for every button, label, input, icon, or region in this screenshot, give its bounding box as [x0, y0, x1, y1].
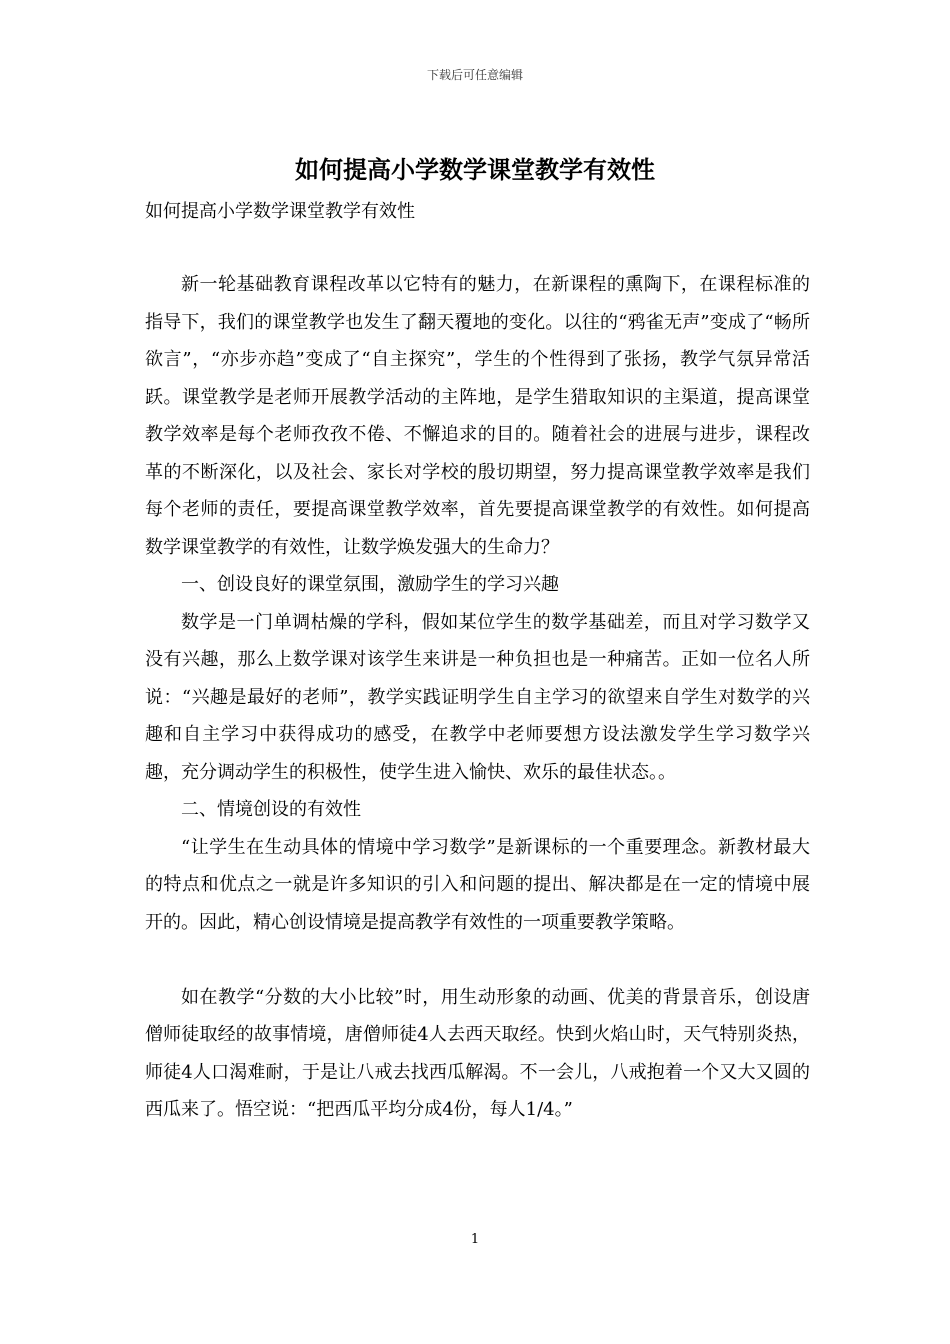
paragraph-section-2: “让学生在生动具体的情境中学习数学”是新课标的一个重要理念。新教材最大的特点和优点之一就是许多知识的引入和问题的提出、解决都是在一定的情境中展开的。因此，精心创设情境是提高教学有效性的一项重要教学策略。	[145, 836, 810, 933]
page-number: 1	[470, 1232, 480, 1247]
document-title: 如何提高小学数学课堂教学有效性	[295, 155, 655, 184]
section-heading-2: 二、情境创设的有效性	[181, 799, 361, 820]
section-heading-1: 一、创设良好的课堂氛围，激励学生的学习兴趣	[181, 574, 559, 595]
header-note: 下载后可任意编辑	[426, 68, 523, 82]
paragraph-example: 如在教学“分数的大小比较”时，用生动形象的动画、优美的背景音乐，创设唐僧师徒取经的故事情境，唐僧师徒4人去西天取经。快到火焰山时，天气特别炎热，师徒4人口渴难耐，于是让八戒去找西瓜解渴。不一会儿，八戒抱着一个又大又圆的西瓜来了。悟空说：“把西瓜平均分成4份，每人1/4。”	[145, 986, 810, 1120]
paragraph-intro: 新一轮基础教育课程改革以它特有的魅力，在新课程的熏陶下，在课程标准的指导下，我们的课堂教学也发生了翻天覆地的变化。以往的“鸦雀无声”变成了“畅所欲言”，“亦步亦趋”变成了“自主探究”，学生的个性得到了张扬，教学气氛异常活跃。课堂教学是老师开展教学活动的主阵地，是学生猎取知识的主渠道，提高课堂教学效率是每个老师孜孜不倦、不懈追求的目的。随着社会的进展与进步，课程改革的不断深化，以及社会、家长对学校的殷切期望，努力提高课堂教学效率是我们每个老师的责任，要提高课堂教学效率，首先要提高课堂教学的有效性。如何提高数学课堂教学的有效性，让数学焕发强大的生命力？	[145, 274, 810, 558]
document-subtitle: 如何提高小学数学课堂教学有效性	[145, 201, 415, 222]
document-body	[145, 266, 810, 1129]
paragraph-section-1: 数学是一门单调枯燥的学科，假如某位学生的数学基础差，而且对学习数学又没有兴趣，那么上数学课对该学生来讲是一种负担也是一种痛苦。正如一位名人所说：“兴趣是最好的老师”，教学实践证明学生自主学习的欲望来自学生对数学的兴趣和自主学习中获得成功的感受，在教学中老师要想方设法激发学生学习数学兴趣，充分调动学生的积极性，使学生进入愉快、欢乐的最佳状态。。	[145, 611, 810, 783]
paragraph-spacer	[145, 941, 810, 979]
